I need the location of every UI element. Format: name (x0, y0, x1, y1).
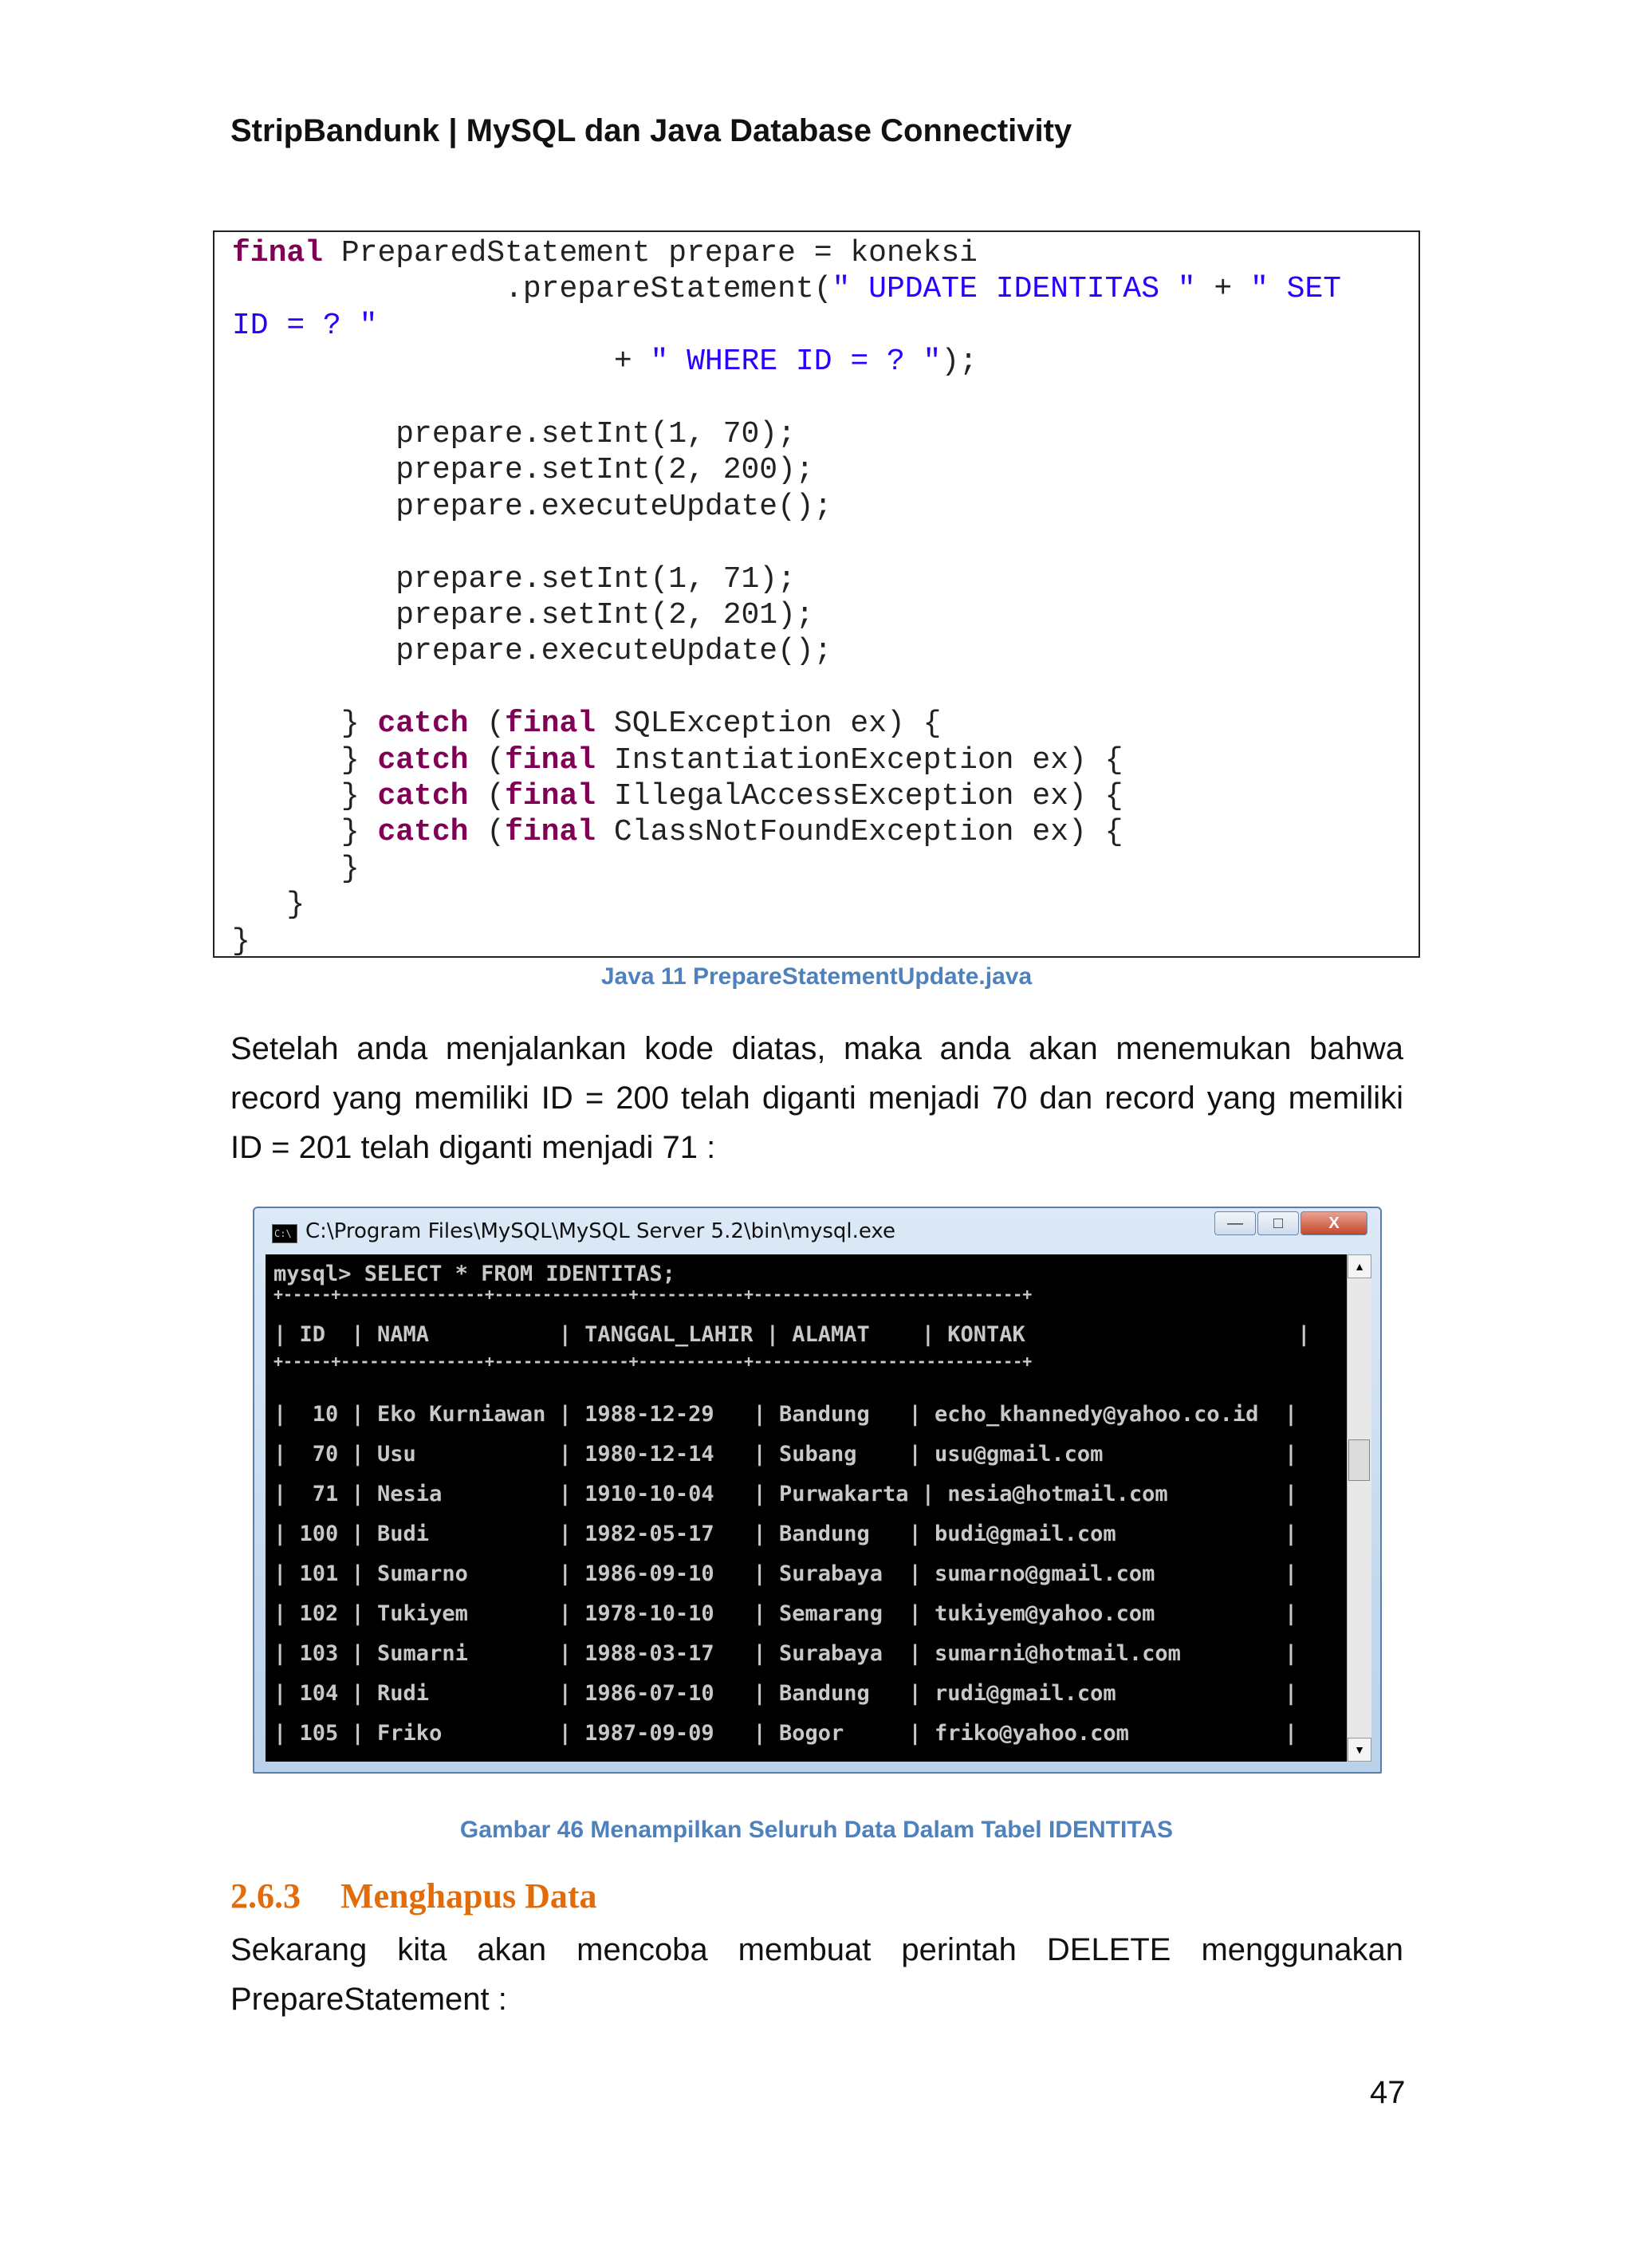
console-scrollbar[interactable] (1347, 1254, 1371, 1762)
console-separator: +-----+---------------+--------------+-----------+----------------------------+ (273, 1352, 1033, 1371)
code-line (232, 923, 250, 960)
code-string: " WHERE ID = ? " (650, 345, 942, 380)
window-title: C:\Program Files\MySQL\MySQL Server 5.2\bin\mysql.exe (305, 1219, 895, 1243)
code-line (232, 742, 1123, 779)
code-text: } (232, 923, 250, 959)
code-text: prepare.setInt(2, 200); (232, 453, 814, 488)
code-line (232, 814, 1123, 851)
code-text: ClassNotFoundException ex) { (596, 815, 1123, 850)
code-keyword: final (505, 815, 596, 850)
code-text: + (1195, 272, 1251, 307)
code-line (232, 271, 1341, 308)
code-text: ( (468, 779, 506, 813)
code-text: .prepareStatement( (232, 272, 832, 307)
code-text: ( (468, 815, 506, 850)
console-output[interactable] (266, 1254, 1347, 1762)
console-command: mysql> SELECT * FROM IDENTITAS; (273, 1262, 675, 1286)
running-header: StripBandunk | MySQL dan Java Database Connectivity (230, 113, 1072, 148)
code-line (232, 308, 377, 345)
code-listing (213, 230, 1420, 958)
paragraph-line-3: ID = 201 telah diganti menjadi 71 : (230, 1130, 716, 1165)
code-text: } (232, 742, 378, 778)
code-line (232, 778, 1123, 815)
code-keyword: final (505, 742, 596, 778)
console-row: | 105 | Friko | 1987-09-09 | Bogor | friko@yahoo.com | (273, 1721, 1298, 1746)
code-text: } (232, 888, 305, 923)
code-text: PreparedStatement prepare = koneksi (323, 236, 978, 270)
console-row: | 101 | Sumarno | 1986-09-10 | Surabaya | sumarno@gmail.com | (273, 1561, 1298, 1586)
minimize-button[interactable]: — (1214, 1211, 1256, 1235)
code-text: + (232, 345, 651, 380)
code-text: SQLException ex) { (596, 707, 942, 742)
code-keyword: catch (377, 742, 469, 778)
code-text: ); (941, 345, 978, 380)
console-icon-label: C:\ (274, 1228, 292, 1239)
code-line (232, 887, 305, 923)
code-text: ( (468, 742, 506, 778)
console-row: | 104 | Rudi | 1986-07-10 | Bandung | rudi@gmail.com | (273, 1681, 1298, 1706)
code-line (232, 561, 796, 598)
code-keyword: catch (377, 707, 469, 742)
console-row: | ID | NAMA | TANGGAL_LAHIR | ALAMAT | KONTAK | (273, 1322, 1311, 1347)
mysql-console-window (253, 1207, 1382, 1774)
console-row: | 100 | Budi | 1982-05-17 | Bandung | budi@gmail.com | (273, 1522, 1298, 1546)
scroll-thumb[interactable] (1348, 1439, 1370, 1481)
scroll-up-icon[interactable]: ▲ (1348, 1254, 1371, 1278)
section-number: 2.6.3 (230, 1876, 301, 1916)
code-keyword: final (505, 779, 596, 813)
code-text: prepare.executeUpdate(); (232, 489, 832, 524)
console-row: | 102 | Tukiyem | 1978-10-10 | Semarang | tukiyem@yahoo.com | (273, 1601, 1298, 1626)
code-text: } (232, 851, 360, 886)
code-keyword: final (232, 236, 324, 270)
maximize-button[interactable]: □ (1257, 1211, 1299, 1235)
code-text: prepare.setInt(2, 201); (232, 598, 814, 632)
code-text: } (232, 815, 378, 850)
figure-caption: Gambar 46 Menampilkan Seluruh Data Dalam Tabel IDENTITAS (459, 1817, 1174, 1843)
paragraph-line-1: Setelah anda menjalankan kode diatas, maka anda akan menemukan bahwa (230, 1031, 1403, 1066)
console-row: | 70 | Usu | 1980-12-14 | Subang | usu@gmail.com | (273, 1442, 1298, 1467)
console-row: | 10 | Eko Kurniawan | 1988-12-29 | Bandung | echo_khannedy@yahoo.co.id | (273, 1402, 1298, 1427)
code-string: " UPDATE IDENTITAS " (832, 272, 1196, 307)
paragraph2-line-1: Sekarang kita akan mencoba membuat perintah DELETE menggunakan (230, 1932, 1403, 1967)
code-string: ID = ? " (232, 308, 378, 343)
console-row: | 71 | Nesia | 1910-10-04 | Purwakarta | nesia@hotmail.com | (273, 1482, 1298, 1506)
code-caption: Java 11 PrepareStatementUpdate.java (600, 963, 1033, 990)
paragraph2-line-2: PrepareStatement : (230, 1982, 507, 2017)
code-text: } (232, 707, 378, 742)
console-icon (272, 1224, 297, 1243)
code-text: prepare.setInt(1, 71); (232, 561, 796, 597)
code-line (232, 452, 814, 489)
code-keyword: final (505, 707, 596, 742)
console-separator: +-----+---------------+--------------+-----------+----------------------------+ (273, 1285, 1033, 1304)
console-row: | 103 | Sumarni | 1988-03-17 | Surabaya | sumarni@hotmail.com | (273, 1641, 1298, 1666)
code-text: InstantiationException ex) { (596, 742, 1123, 778)
close-button[interactable]: X (1300, 1211, 1367, 1235)
code-string: " SET (1250, 272, 1342, 307)
code-text: } (232, 779, 378, 813)
code-text: ( (468, 707, 506, 742)
code-keyword: catch (377, 779, 469, 813)
code-line (232, 235, 978, 272)
code-keyword: catch (377, 815, 469, 850)
code-text: prepare.setInt(1, 70); (232, 417, 796, 451)
code-line (232, 706, 941, 742)
code-line (232, 633, 832, 670)
code-line (232, 344, 978, 380)
section-title: Menghapus Data (340, 1876, 597, 1916)
section-heading (230, 1876, 597, 1916)
code-line (232, 851, 360, 888)
code-line (232, 416, 796, 453)
page-number: 47 (1370, 2075, 1406, 2110)
scroll-down-icon[interactable]: ▼ (1348, 1738, 1371, 1762)
code-line (232, 597, 814, 634)
code-text: prepare.executeUpdate(); (232, 634, 832, 669)
paragraph-line-2: record yang memiliki ID = 200 telah diganti menjadi 70 dan record yang memiliki (230, 1081, 1403, 1116)
code-line (232, 489, 832, 526)
window-titlebar[interactable] (254, 1208, 1380, 1254)
code-text: IllegalAccessException ex) { (596, 779, 1123, 813)
